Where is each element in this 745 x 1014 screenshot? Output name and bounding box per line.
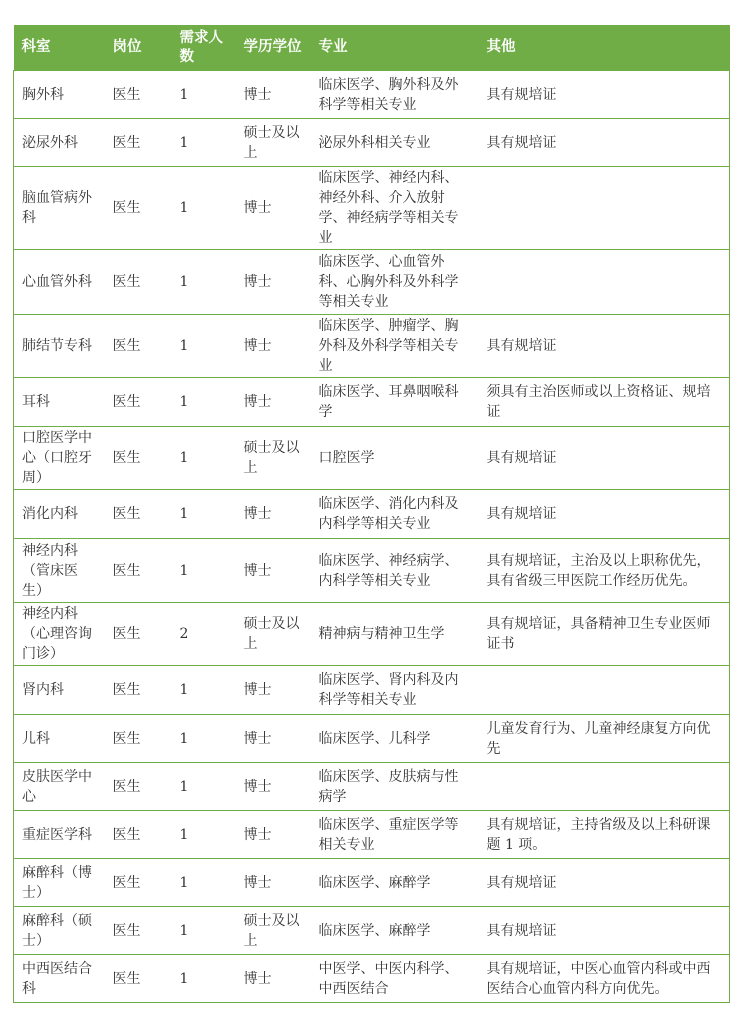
count-cell: 1 <box>172 71 236 119</box>
major-cell: 临床医学、麻醉学 <box>311 859 479 907</box>
major-cell: 精神病与精神卫生学 <box>311 603 479 666</box>
count-cell: 1 <box>172 907 236 955</box>
post-cell: 医生 <box>105 715 172 763</box>
count-cell: 1 <box>172 490 236 539</box>
table-row <box>14 378 730 427</box>
table-row <box>14 71 730 119</box>
edu-cell: 博士 <box>236 490 311 539</box>
count-cell: 1 <box>172 315 236 378</box>
table-row <box>14 955 730 1003</box>
major-cell: 临床医学、消化内科及内科学等相关专业 <box>311 490 479 539</box>
edu-cell: 博士 <box>236 167 311 250</box>
dept-cell: 神经内科（管床医生） <box>14 539 105 603</box>
major-cell: 口腔医学 <box>311 427 479 490</box>
edu-cell: 博士 <box>236 763 311 811</box>
edu-cell: 硕士及以上 <box>236 603 311 666</box>
post-cell: 医生 <box>105 315 172 378</box>
table-row <box>14 763 730 811</box>
table-row <box>14 119 730 167</box>
count-cell: 1 <box>172 539 236 603</box>
count-cell: 1 <box>172 859 236 907</box>
dept-cell: 重症医学科 <box>14 811 105 859</box>
major-cell: 临床医学、肾内科及内科学等相关专业 <box>311 666 479 715</box>
post-cell: 医生 <box>105 490 172 539</box>
post-cell: 医生 <box>105 907 172 955</box>
header-major: 专业 <box>311 25 479 71</box>
dept-cell: 肺结节专科 <box>14 315 105 378</box>
header-other: 其他 <box>479 25 730 71</box>
table-row <box>14 167 730 250</box>
major-cell: 临床医学、神经内科、神经外科、介入放射学、神经病学等相关专业 <box>311 167 479 250</box>
count-cell: 2 <box>172 603 236 666</box>
major-cell: 临床医学、儿科学 <box>311 715 479 763</box>
other-cell: 具有规培证，主持省级及以上科研课题 1 项。 <box>479 811 730 859</box>
table-row <box>14 427 730 490</box>
table-row <box>14 250 730 315</box>
post-cell: 医生 <box>105 427 172 490</box>
count-cell: 1 <box>172 250 236 315</box>
major-cell: 临床医学、麻醉学 <box>311 907 479 955</box>
other-cell: 具有规培证 <box>479 71 730 119</box>
table-row <box>14 907 730 955</box>
table-row <box>14 539 730 603</box>
other-cell <box>479 167 730 250</box>
major-cell: 临床医学、心血管外科、心胸外科及外科学等相关专业 <box>311 250 479 315</box>
edu-cell: 硕士及以上 <box>236 119 311 167</box>
major-cell: 泌尿外科相关专业 <box>311 119 479 167</box>
edu-cell: 博士 <box>236 859 311 907</box>
other-cell: 具有规培证 <box>479 315 730 378</box>
other-cell <box>479 666 730 715</box>
edu-cell: 博士 <box>236 250 311 315</box>
major-cell: 临床医学、胸外科及外科学等相关专业 <box>311 71 479 119</box>
table-row <box>14 666 730 715</box>
dept-cell: 神经内科（心理咨询门诊） <box>14 603 105 666</box>
other-cell: 具有规培证，具备精神卫生专业医师证书 <box>479 603 730 666</box>
table-row <box>14 315 730 378</box>
edu-cell: 博士 <box>236 539 311 603</box>
post-cell: 医生 <box>105 378 172 427</box>
post-cell: 医生 <box>105 666 172 715</box>
other-cell: 具有规培证 <box>479 119 730 167</box>
edu-cell: 硕士及以上 <box>236 907 311 955</box>
count-cell: 1 <box>172 955 236 1003</box>
dept-cell: 胸外科 <box>14 71 105 119</box>
post-cell: 医生 <box>105 119 172 167</box>
other-cell: 具有规培证，主治及以上职称优先，具有省级三甲医院工作经历优先。 <box>479 539 730 603</box>
edu-cell: 博士 <box>236 811 311 859</box>
edu-cell: 博士 <box>236 71 311 119</box>
dept-cell: 消化内科 <box>14 490 105 539</box>
count-cell: 1 <box>172 119 236 167</box>
post-cell: 医生 <box>105 603 172 666</box>
post-cell: 医生 <box>105 763 172 811</box>
edu-cell: 博士 <box>236 315 311 378</box>
other-cell: 具有规培证 <box>479 907 730 955</box>
dept-cell: 麻醉科（硕士） <box>14 907 105 955</box>
major-cell: 临床医学、神经病学、内科学等相关专业 <box>311 539 479 603</box>
dept-cell: 皮肤医学中心 <box>14 763 105 811</box>
count-cell: 1 <box>172 427 236 490</box>
other-cell: 具有规培证 <box>479 490 730 539</box>
header-edu: 学历学位 <box>236 25 311 71</box>
post-cell: 医生 <box>105 167 172 250</box>
header-count: 需求人数 <box>172 25 236 71</box>
major-cell: 临床医学、重症医学等相关专业 <box>311 811 479 859</box>
table-row <box>14 811 730 859</box>
other-cell: 具有规培证 <box>479 427 730 490</box>
other-cell: 具有规培证 <box>479 859 730 907</box>
count-cell: 1 <box>172 715 236 763</box>
edu-cell: 博士 <box>236 378 311 427</box>
major-cell: 中医学、中医内科学、中西医结合 <box>311 955 479 1003</box>
dept-cell: 泌尿外科 <box>14 119 105 167</box>
count-cell: 1 <box>172 167 236 250</box>
edu-cell: 博士 <box>236 666 311 715</box>
count-cell: 1 <box>172 763 236 811</box>
other-cell: 具有规培证，中医心血管内科或中西医结合心血管内科方向优先。 <box>479 955 730 1003</box>
table-row <box>14 490 730 539</box>
post-cell: 医生 <box>105 811 172 859</box>
table-row <box>14 859 730 907</box>
major-cell: 临床医学、皮肤病与性病学 <box>311 763 479 811</box>
edu-cell: 博士 <box>236 715 311 763</box>
dept-cell: 儿科 <box>14 715 105 763</box>
count-cell: 1 <box>172 378 236 427</box>
edu-cell: 博士 <box>236 955 311 1003</box>
post-cell: 医生 <box>105 539 172 603</box>
header-post: 岗位 <box>105 25 172 71</box>
post-cell: 医生 <box>105 250 172 315</box>
post-cell: 医生 <box>105 859 172 907</box>
dept-cell: 肾内科 <box>14 666 105 715</box>
header-row <box>14 25 730 71</box>
recruitment-table <box>13 25 730 1003</box>
table-row <box>14 603 730 666</box>
dept-cell: 心血管外科 <box>14 250 105 315</box>
post-cell: 医生 <box>105 71 172 119</box>
dept-cell: 麻醉科（博士） <box>14 859 105 907</box>
dept-cell: 口腔医学中心（口腔牙周） <box>14 427 105 490</box>
other-cell <box>479 763 730 811</box>
post-cell: 医生 <box>105 955 172 1003</box>
count-cell: 1 <box>172 811 236 859</box>
header-dept: 科室 <box>14 25 105 71</box>
major-cell: 临床医学、肿瘤学、胸外科及外科学等相关专业 <box>311 315 479 378</box>
other-cell: 须具有主治医师或以上资格证、规培证 <box>479 378 730 427</box>
edu-cell: 硕士及以上 <box>236 427 311 490</box>
other-cell: 儿童发育行为、儿童神经康复方向优先 <box>479 715 730 763</box>
dept-cell: 脑血管病外科 <box>14 167 105 250</box>
table-row <box>14 715 730 763</box>
major-cell: 临床医学、耳鼻咽喉科学 <box>311 378 479 427</box>
dept-cell: 耳科 <box>14 378 105 427</box>
count-cell: 1 <box>172 666 236 715</box>
other-cell <box>479 250 730 315</box>
dept-cell: 中西医结合科 <box>14 955 105 1003</box>
